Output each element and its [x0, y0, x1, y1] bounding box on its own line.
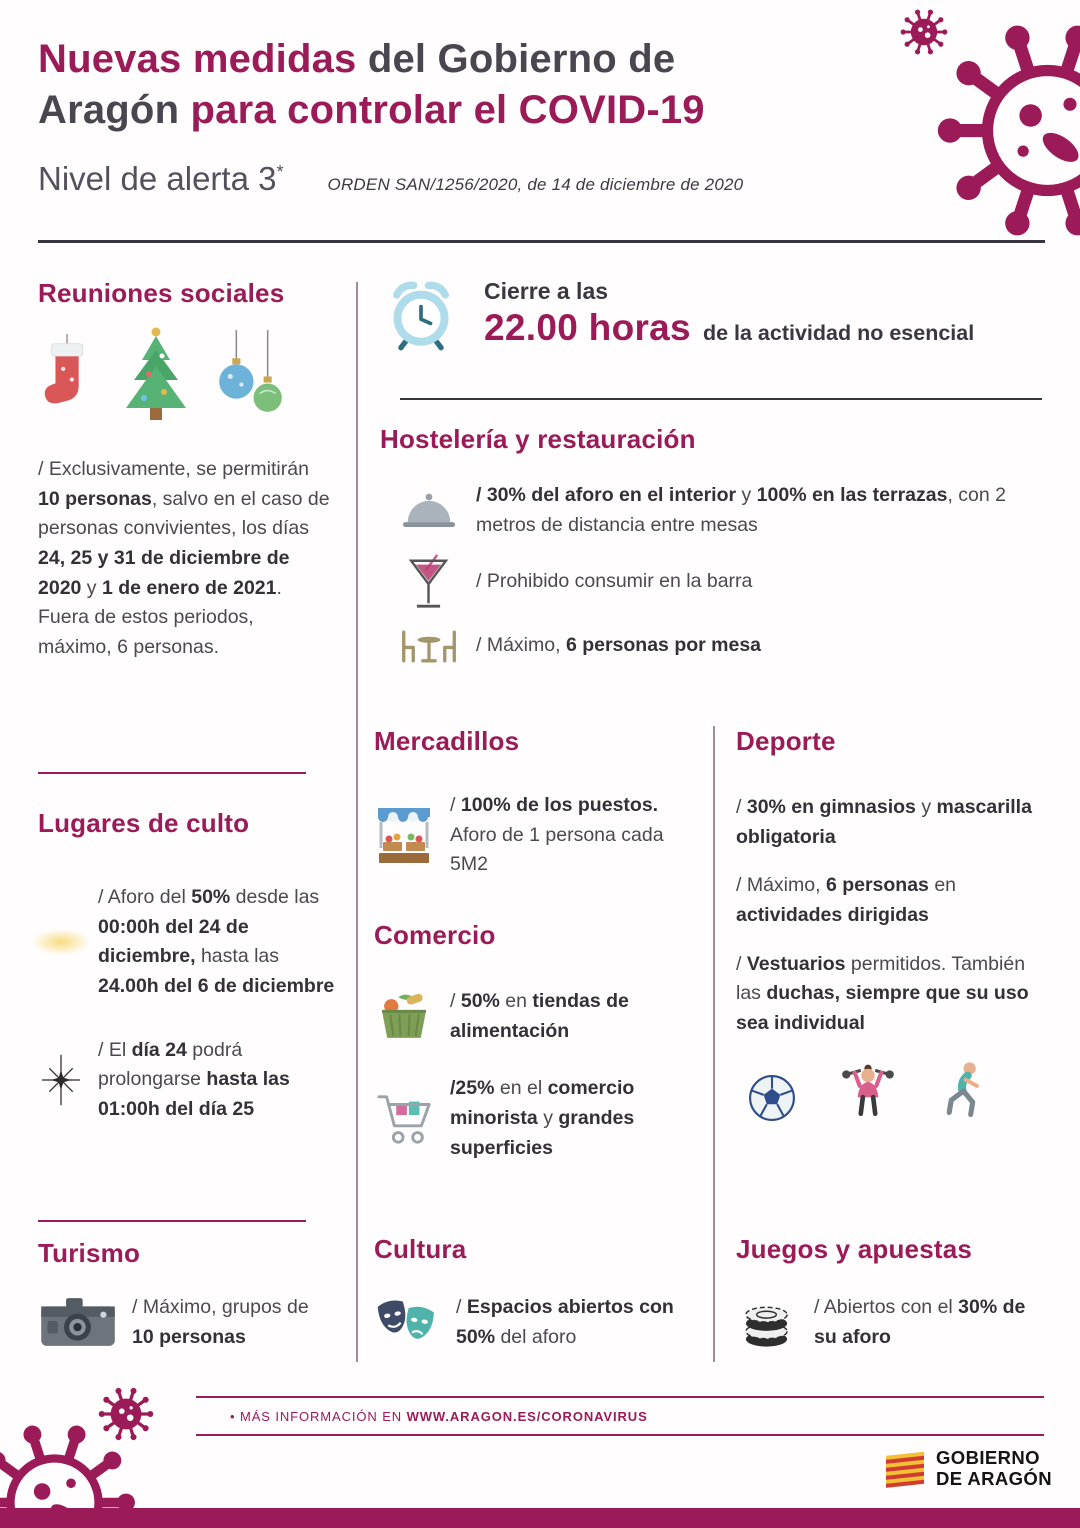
section-divider [38, 772, 306, 774]
comercio-item [374, 1074, 686, 1163]
section-heading: Juegos y apuestas [736, 1234, 973, 1264]
title-line-2: Aragón para controlar el COVID-19 [38, 88, 705, 133]
logo-text: GOBIERNO DE ARAGÓN [936, 1447, 1052, 1489]
runner-icon [940, 1060, 986, 1127]
comercio-item [374, 987, 686, 1046]
deporte-item-text: / Máximo, 6 personas en actividades dirigidas [736, 874, 957, 926]
camera-icon [38, 1294, 118, 1351]
item-text: / Aforo del 50% desde las 00:00h del 24 de diciembre, hasta las 24.00h del 6 de diciembre [98, 886, 335, 997]
section-heading: Lugares de culto [38, 808, 250, 838]
bottom-accent-bar [0, 1508, 1080, 1528]
deporte-item-text: / 30% en gimnasios y mascarilla obligatoria [736, 796, 1032, 848]
section-juegos-apuestas [736, 1234, 1048, 1352]
section-mercadillos [374, 726, 686, 880]
section-heading: Comercio [374, 920, 496, 950]
section-hosteleria [380, 424, 1042, 681]
sport-icons-row [736, 1060, 1044, 1127]
alert-level: Nivel de alerta 3* [38, 160, 284, 198]
column-divider [356, 282, 358, 1362]
section-heading: Deporte [736, 726, 836, 756]
deporte-item-text: / Vestuarios permitidos. También las duchas, siempre que su uso sea individual [736, 952, 1029, 1034]
star-icon [32, 1049, 90, 1111]
alert-asterisk: * [276, 162, 284, 183]
gobierno-aragon-logo [884, 1444, 1052, 1493]
section-comercio [374, 920, 686, 1163]
cierre-time: 22.00 horas [484, 307, 691, 348]
reuniones-body: / Exclusivamente, se permitirán 10 personas, salvo en el caso de personas convivientes, los días 24, 25 y 31 de diciembre de 2020 y 1 de enero de 2021. Fuera de estos periodos, máximo, 6 personas. [38, 458, 330, 658]
hosteleria-item [398, 481, 1042, 540]
section-heading: Mercadillos [374, 726, 520, 756]
item-text: / 100% de los puestos. Aforo de 1 persona cada 5M2 [450, 794, 664, 876]
cloche-icon [398, 489, 460, 533]
header-divider [38, 240, 1045, 243]
item-text: / Abiertos con el 30% de su aforo [814, 1296, 1026, 1348]
item-text: / 50% en tiendas de alimentación [450, 990, 629, 1042]
aragon-flag-icon [884, 1444, 926, 1493]
section-heading: Cultura [374, 1234, 467, 1264]
item-text: /25% en el comercio minorista y grandes superficies [450, 1077, 635, 1159]
baubles-icon [214, 330, 290, 431]
order-reference: ORDEN SAN/1256/2020, de 14 de diciembre de 2020 [327, 175, 744, 195]
stocking-icon [40, 334, 98, 431]
column-divider [713, 726, 715, 1362]
cultura-item [374, 1293, 696, 1352]
item-text: / Espacios abiertos con 50% del aforo [456, 1296, 674, 1348]
section-heading: Hostelería y restauración [380, 424, 696, 454]
grocery-basket-icon [374, 989, 434, 1045]
christmas-icons-row [40, 329, 334, 431]
hosteleria-item [398, 553, 1042, 611]
section-deporte [736, 726, 1044, 1127]
glow-icon [32, 929, 90, 955]
item-text: / El día 24 podrá prolongarse hasta las 01:00h del día 25 [98, 1038, 290, 1120]
shopping-cart-icon [374, 1089, 434, 1149]
cocktail-icon [398, 553, 460, 611]
poker-chips-icon [736, 1295, 798, 1351]
mercadillos-item [374, 791, 686, 880]
culto-item [32, 883, 340, 1002]
turismo-item [38, 1293, 340, 1352]
hosteleria-item [398, 624, 1042, 668]
item-text: / Máximo, 6 personas por mesa [476, 634, 762, 657]
section-reuniones-sociales [38, 278, 334, 662]
more-info-text: • MÁS INFORMACIÓN EN WWW.ARAGON.ES/CORONAVIRUS [230, 1408, 648, 1424]
page-title [38, 34, 898, 136]
cierre-banner [384, 278, 1044, 352]
item-text: / 30% del aforo en el interior y 100% en las terrazas, con 2 metros de distancia entre mesas [476, 484, 1007, 536]
culto-item [32, 1036, 340, 1125]
soccer-ball-icon [748, 1074, 796, 1127]
item-text: / Prohibido consumir en la barra [476, 570, 753, 593]
theater-masks-icon [374, 1295, 440, 1351]
section-divider [38, 1220, 306, 1222]
market-stall-icon [374, 804, 434, 866]
section-cultura [374, 1234, 696, 1352]
christmas-tree-icon [114, 326, 198, 431]
alarm-clock-icon [384, 278, 458, 352]
item-text: / Máximo, grupos de 10 personas [132, 1296, 309, 1348]
virus-icon [935, 18, 1080, 243]
section-lugares-de-culto [32, 808, 340, 1124]
section-turismo [38, 1238, 340, 1352]
cierre-divider [400, 398, 1042, 400]
section-heading: Reuniones sociales [38, 278, 285, 308]
table-chairs-icon [398, 624, 460, 668]
cierre-rest: de la actividad no esencial [702, 321, 975, 345]
more-info-bar [196, 1396, 1044, 1436]
weightlifter-icon [842, 1060, 894, 1127]
juegos-item [736, 1293, 1048, 1352]
header [38, 34, 898, 198]
title-line-1: Nuevas medidas del Gobierno de [38, 37, 676, 81]
cierre-intro: Cierre a las [484, 278, 609, 304]
section-heading: Turismo [38, 1238, 141, 1268]
